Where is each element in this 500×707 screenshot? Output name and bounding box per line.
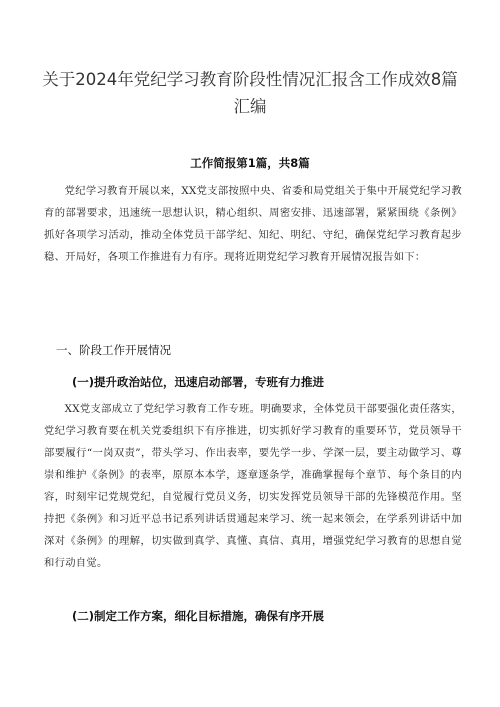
- subsection-heading-1: (一)提升政治站位，迅速启动部署，专班有力推进: [72, 375, 325, 389]
- subsection-heading-2: (二)制定工作方案，细化目标措施，确保有序开展: [72, 609, 325, 623]
- subsection-1-paragraph: XX党支部成立了党纪学习教育工作专班。明确要求，全体党员干部要强化责任落实，党纪学习教育要在机关党委组织下有序推进，切实抓好学习教育的重要环节，党员领导干部要履行“一岗双责”，带头学习、作出表率，要先学一步、学深一层，要主动做学习、尊崇和维护《条例》的表率，原原本本学，逐章逐条学，准确掌握每个章节、每个条目的内容，时刻牢记党规党纪，自觉履行党员义务，切实发挥党员领导干部的先锋模范作用。坚持把《条例》和习近平总书记系列讲话贯通起来学习、统一起来领会，在学系列讲话中加深对《条例》的理解，切实做到真学、真懂、真信、真用，增强党纪学习教育的思想自觉和行动自觉。: [44, 403, 462, 569]
- section-heading-1: 一、阶段工作开展情况: [56, 343, 171, 357]
- document-subtitle: 工作简报第1篇，共8篇: [190, 156, 310, 170]
- document-title: 关于2024年党纪学习教育阶段性情况汇报含工作成效8篇汇编: [42, 70, 458, 116]
- intro-paragraph: 党纪学习教育开展以来，XX党支部按照中央、省委和局党组关于集中开展党纪学习教育的部署要求，迅速统一思想认识，精心组织、周密安排、迅速部署，紧紧围绕《条例》抓好各项学习活动，推动全体党员干部学纪、知纪、明纪、守纪，确保党纪学习教育起步稳、开局好，各项工作推进有力有序。现将近期党纪学习教育开展情况报告如下：: [44, 185, 462, 263]
